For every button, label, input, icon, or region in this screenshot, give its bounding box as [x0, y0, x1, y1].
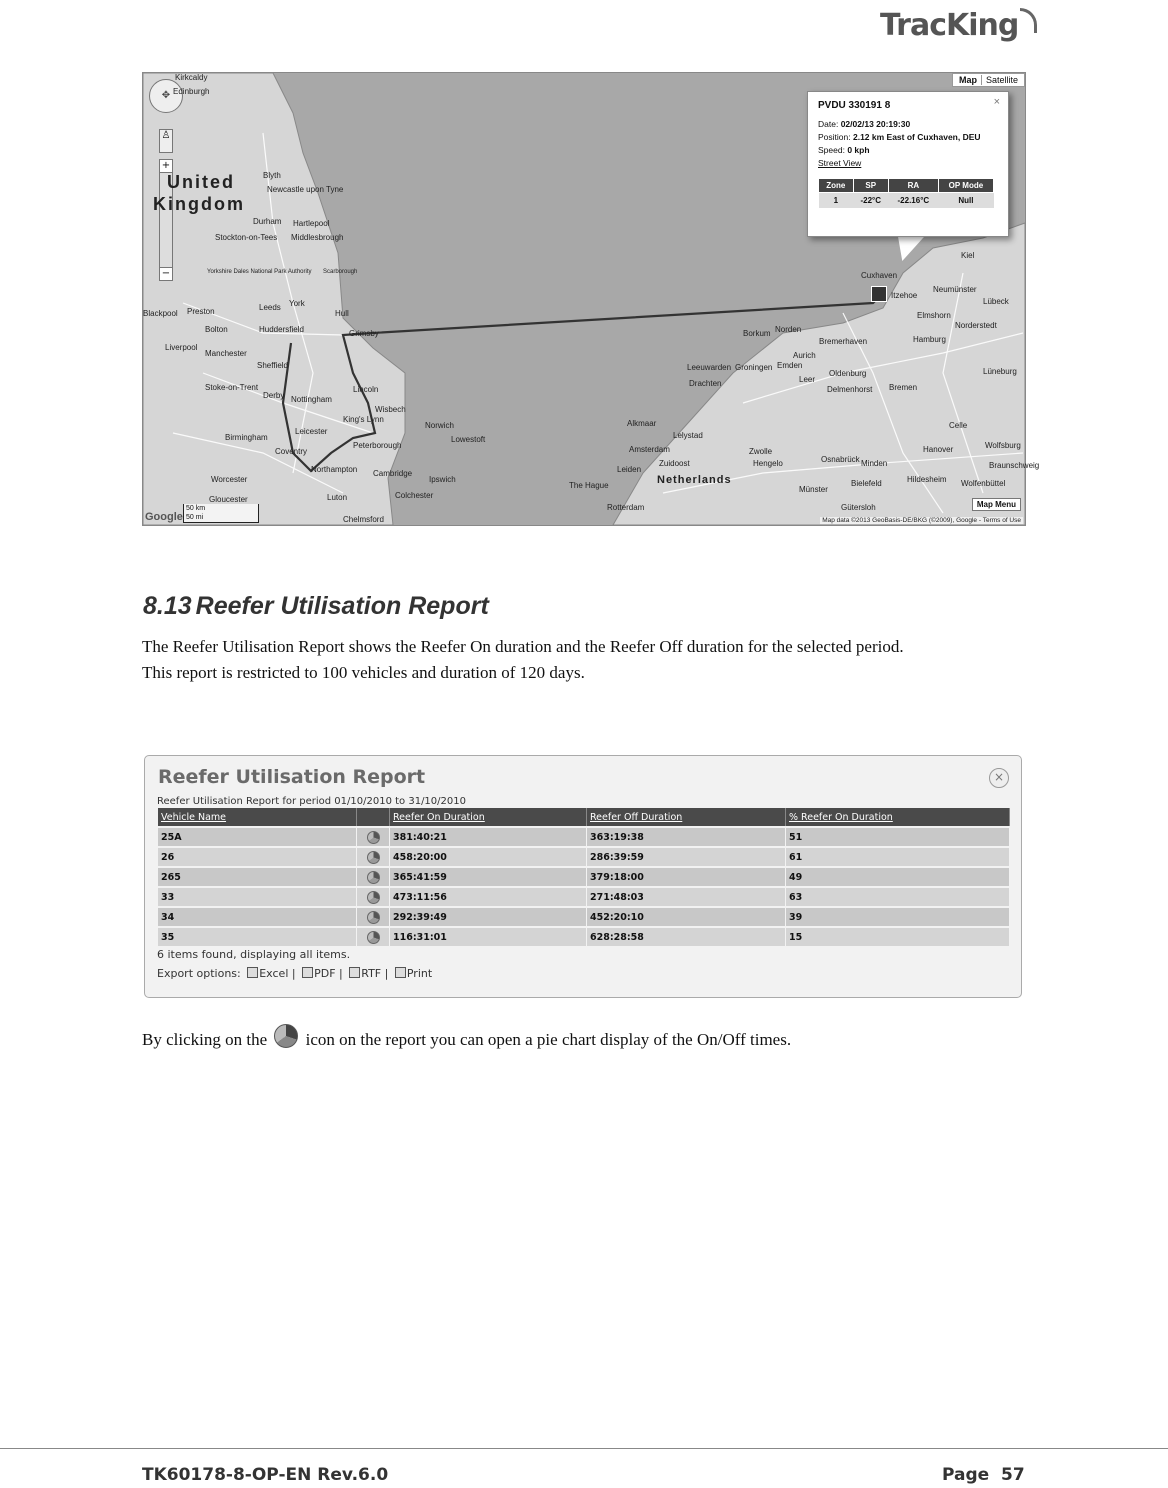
section-number: 8.13	[143, 592, 192, 620]
uk-landmass	[143, 73, 405, 525]
place-label: Lowestoft	[451, 435, 486, 444]
place-label: Middlesbrough	[291, 233, 344, 242]
place-label: Groningen	[735, 363, 773, 372]
place-label: Drachten	[689, 379, 722, 388]
place-label: Bolton	[205, 325, 228, 334]
scale-mi: 50 mi	[186, 514, 204, 521]
zoom-in-button[interactable]: +	[161, 160, 171, 171]
table-row	[158, 867, 1010, 887]
logo-text: TracKing	[880, 8, 1019, 43]
place-label: Grimsby	[349, 329, 379, 338]
place-label: Braunschweig	[989, 461, 1040, 470]
pan-control[interactable]: ✥	[149, 79, 183, 113]
description-line2: This report is restricted to 100 vehicles and duration of 120 days.	[142, 663, 585, 682]
place-label: Lelystad	[673, 431, 703, 440]
uk-line1: United	[167, 172, 235, 192]
reefer-on-pct-header[interactable]: % Reefer On Duration	[786, 808, 1010, 827]
place-label: Neumünster	[933, 285, 977, 294]
place-label: Zwolle	[749, 447, 773, 456]
table-row	[158, 887, 1010, 907]
page-number: 57	[1001, 1465, 1025, 1485]
reefer-on-pct: 49	[786, 867, 1010, 887]
place-label: Blackpool	[143, 309, 178, 318]
place-label: York	[289, 299, 305, 308]
place-label: Hanover	[923, 445, 954, 454]
place-label: Cuxhaven	[861, 271, 898, 280]
map-type-satellite[interactable]: Satellite	[985, 75, 1018, 85]
place-label: Hengelo	[753, 459, 783, 468]
place-label: Lübeck	[983, 297, 1009, 306]
place-label: Worcester	[211, 475, 248, 484]
separator: |	[291, 967, 296, 980]
pie-chart-cell[interactable]	[357, 907, 390, 927]
speed-label: Speed:	[818, 145, 845, 155]
date-label: Date:	[818, 119, 839, 129]
reefer-off-header[interactable]: Reefer Off Duration	[587, 808, 786, 827]
place-label: Scarborough	[323, 269, 358, 275]
footer-doc-id: TK60178-8-OP-EN Rev.6.0	[142, 1465, 389, 1485]
place-label: Norwich	[425, 421, 454, 430]
vehicle-flag-marker[interactable]	[871, 286, 887, 302]
reefer-on-pct: 61	[786, 847, 1010, 867]
place-label: The Hague	[569, 481, 609, 490]
map-scale	[183, 504, 259, 523]
sp-value: -22°C	[853, 193, 888, 209]
speed-value: 0 kph	[847, 145, 870, 155]
excel-icon[interactable]	[247, 967, 258, 978]
place-label: Stockton-on-Tees	[215, 233, 278, 242]
instruction-after-icon: icon on the report you can open a pie chart display of the On/Off times.	[305, 1030, 792, 1049]
vehicle-info-popup	[807, 91, 1009, 237]
reefer-on-pct: 51	[786, 827, 1010, 847]
place-label: Edinburgh	[173, 87, 210, 96]
table-row	[158, 907, 1010, 927]
report-title: Reefer Utilisation Report	[158, 766, 426, 788]
place-label: Yorkshire Dales National Park Authority	[207, 269, 312, 275]
export-excel-link[interactable]: Excel	[259, 967, 289, 980]
place-label: Bremen	[889, 383, 918, 392]
vehicle-name: 34	[158, 907, 357, 927]
pie-chart-icon[interactable]	[367, 891, 380, 904]
description-line1: The Reefer Utilisation Report shows the Reefer On duration and the Reefer Off duration for the selected period.	[142, 637, 904, 656]
reefer-off-duration: 628:28:58	[587, 927, 786, 946]
print-icon[interactable]	[395, 967, 406, 978]
map-type-map[interactable]: Map	[959, 75, 982, 85]
page-label: Page	[942, 1465, 990, 1485]
place-label: Borkum	[743, 329, 771, 338]
place-label: Lincoln	[353, 385, 379, 394]
place-label: Kirkcaldy	[175, 73, 208, 82]
reefer-report-panel	[144, 755, 1022, 998]
export-options	[157, 967, 432, 980]
google-logo: Google	[145, 511, 183, 523]
reefer-on-pct: 15	[786, 927, 1010, 946]
place-label: Osnabrück	[821, 455, 860, 464]
place-label: Zuidoost	[659, 459, 690, 468]
reefer-off-duration: 286:39:59	[587, 847, 786, 867]
place-label: Wolfenbüttel	[961, 479, 1006, 488]
zone-value: 1	[819, 193, 854, 209]
pie-chart-cell[interactable]	[357, 847, 390, 867]
place-label: Alkmaar	[627, 419, 657, 428]
table-row	[158, 927, 1010, 946]
place-label: Elmshorn	[917, 311, 951, 320]
pie-chart-cell[interactable]	[357, 887, 390, 907]
place-label: Northampton	[311, 465, 358, 474]
section-title: Reefer Utilisation Report	[195, 592, 489, 620]
chart-column-header	[357, 808, 390, 827]
place-label: Wisbech	[375, 405, 406, 414]
place-label: Ipswich	[429, 475, 456, 484]
place-label: Derby	[263, 391, 285, 400]
place-label: Leeds	[259, 303, 281, 312]
place-label: Celle	[949, 421, 968, 430]
place-label: Leiden	[617, 465, 642, 474]
op-mode-value: Null	[938, 193, 993, 209]
place-label: Hull	[335, 309, 349, 318]
section-description	[142, 634, 1032, 686]
reefer-on-duration: 292:39:49	[390, 907, 587, 927]
ra-header: RA	[888, 179, 938, 193]
place-label: Sheffield	[257, 361, 288, 370]
export-print-link[interactable]: Print	[406, 967, 433, 980]
vehicle-name: 33	[158, 887, 357, 907]
place-label: Norderstedt	[955, 321, 997, 330]
pie-chart-icon	[274, 1024, 298, 1048]
reefer-on-duration: 473:11:56	[390, 887, 587, 907]
place-label: Lüneburg	[983, 367, 1017, 376]
reefer-on-duration: 458:20:00	[390, 847, 587, 867]
report-table	[158, 808, 1010, 946]
street-view-link[interactable]: Street View	[818, 158, 862, 168]
place-label: Manchester	[205, 349, 247, 358]
report-period: Reefer Utilisation Report for period 01/10/2010 to 31/10/2010	[157, 796, 466, 807]
reefer-on-duration: 116:31:01	[390, 927, 587, 946]
place-label: Hildesheim	[907, 475, 947, 484]
popup-position	[818, 132, 998, 142]
scale-km: 50 km	[186, 505, 206, 512]
map-label-netherlands: Netherlands	[657, 474, 732, 486]
place-label: Bielefeld	[851, 479, 882, 488]
table-row	[158, 847, 1010, 867]
vehicle-name-header[interactable]: Vehicle Name	[158, 808, 357, 827]
place-label: Hartlepool	[293, 219, 330, 228]
popup-close-icon[interactable]: ×	[993, 96, 1000, 108]
place-label: Cambridge	[373, 469, 413, 478]
close-icon[interactable]: ×	[989, 768, 1009, 788]
reefer-on-duration: 381:40:21	[390, 827, 587, 847]
place-label: Rotterdam	[607, 503, 645, 512]
table-row	[158, 827, 1010, 847]
logo-signal-icon	[1020, 8, 1037, 33]
export-rtf-link[interactable]: RTF	[361, 967, 382, 980]
place-label: Norden	[775, 325, 802, 334]
popup-date	[818, 119, 998, 129]
place-label: Minden	[861, 459, 888, 468]
place-label: Liverpool	[165, 343, 198, 352]
place-label: Durham	[253, 217, 282, 226]
place-label: King's Lynn	[343, 415, 384, 424]
pie-chart-instruction	[142, 1024, 791, 1053]
separator: |	[384, 967, 389, 980]
place-label: Bremerhaven	[819, 337, 868, 346]
uk-line2: Kingdom	[153, 194, 245, 214]
place-label: Leer	[799, 375, 816, 384]
rtf-icon[interactable]	[349, 967, 360, 978]
place-label: Stoke-on-Trent	[205, 383, 259, 392]
place-label: Wolfsburg	[985, 441, 1021, 450]
reefer-off-duration: 271:48:03	[587, 887, 786, 907]
zone-header: Zone	[819, 179, 854, 193]
section-heading	[143, 592, 489, 621]
place-label: Huddersfield	[259, 325, 304, 334]
footer-page	[942, 1465, 1025, 1485]
map-screenshot	[142, 72, 1040, 526]
vehicle-name: 265	[158, 867, 357, 887]
pdf-icon[interactable]	[302, 967, 313, 978]
place-label: Preston	[187, 307, 215, 316]
place-label: Hamburg	[913, 335, 946, 344]
place-label: Newcastle upon Tyne	[267, 185, 344, 194]
pie-chart-icon[interactable]	[367, 871, 380, 884]
place-label: Leeuwarden	[687, 363, 732, 372]
map-label-uk	[153, 171, 245, 215]
reefer-on-pct: 39	[786, 907, 1010, 927]
map-copyright: Map data ©2013 GeoBasis-DE/BKG (©2009), Google - Terms of Use	[822, 517, 1021, 524]
tracking-logo	[880, 8, 1037, 43]
pie-chart-icon[interactable]	[367, 831, 380, 844]
popup-speed	[818, 145, 998, 155]
place-label: Nottingham	[291, 395, 332, 404]
pie-chart-icon[interactable]	[367, 931, 380, 944]
export-label: Export options:	[157, 967, 241, 980]
pie-chart-cell[interactable]	[357, 927, 390, 946]
pie-chart-cell[interactable]	[357, 827, 390, 847]
place-label: Gloucester	[209, 495, 248, 504]
items-found: 6 items found, displaying all items.	[157, 948, 351, 961]
separator: |	[339, 967, 343, 980]
sp-header: SP	[853, 179, 888, 193]
reefer-on-duration: 365:41:59	[390, 867, 587, 887]
place-label: Peterborough	[353, 441, 402, 450]
place-label: Leicester	[295, 427, 328, 436]
popup-temperature-table	[818, 178, 994, 208]
reefer-on-pct: 63	[786, 887, 1010, 907]
footer-divider	[0, 1448, 1168, 1449]
instruction-before-icon: By clicking on the	[142, 1030, 268, 1049]
place-label: Emden	[777, 361, 803, 370]
place-label: Oldenburg	[829, 369, 867, 378]
popup-title: PVDU 330191 8	[818, 100, 891, 111]
pie-chart-icon[interactable]	[367, 851, 380, 864]
place-label: Delmenhorst	[827, 385, 873, 394]
place-label: Luton	[327, 493, 348, 502]
reefer-on-header[interactable]: Reefer On Duration	[390, 808, 587, 827]
date-value: 02/02/13 20:19:30	[840, 119, 911, 129]
place-label: Aurich	[793, 351, 816, 360]
map-menu-button[interactable]: Map Menu	[972, 498, 1021, 511]
zoom-out-button[interactable]: −	[161, 268, 171, 279]
pie-chart-icon[interactable]	[367, 911, 380, 924]
position-value: 2.12 km East of Cuxhaven, DEU	[852, 132, 981, 142]
place-label: Amsterdam	[629, 445, 670, 454]
vehicle-name: 26	[158, 847, 357, 867]
place-label: Coventry	[275, 447, 308, 456]
pegman-icon[interactable]: ♙	[159, 129, 173, 153]
op-mode-header: OP Mode	[938, 179, 993, 193]
place-label: Gütersloh	[841, 503, 876, 512]
position-label: Position:	[818, 132, 851, 142]
reefer-off-duration: 452:20:10	[587, 907, 786, 927]
reefer-off-duration: 379:18:00	[587, 867, 786, 887]
vehicle-name: 35	[158, 927, 357, 946]
place-label: Chelmsford	[343, 515, 384, 524]
place-label: Münster	[799, 485, 828, 494]
reefer-off-duration: 363:19:38	[587, 827, 786, 847]
place-label: Kiel	[961, 251, 975, 260]
map-type-control[interactable]	[952, 73, 1025, 87]
place-label: Colchester	[395, 491, 434, 500]
place-label: Blyth	[263, 171, 281, 180]
ra-value: -22.16°C	[888, 193, 938, 209]
place-label: Birmingham	[225, 433, 268, 442]
place-label: Itzehoe	[891, 291, 918, 300]
pie-chart-cell[interactable]	[357, 867, 390, 887]
export-pdf-link[interactable]: PDF	[314, 967, 336, 980]
vehicle-name: 25A	[158, 827, 357, 847]
